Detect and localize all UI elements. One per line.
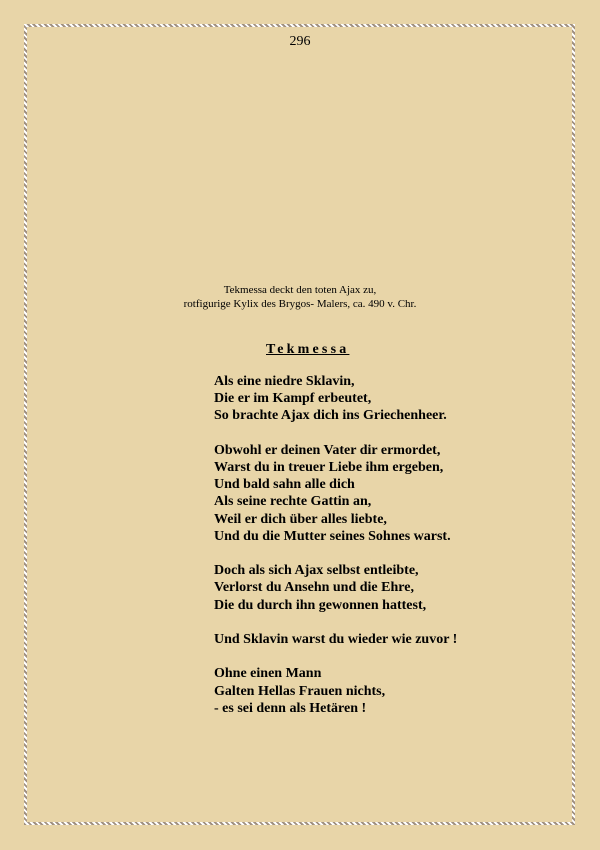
page-number: 296 (289, 34, 311, 49)
poem-line: Die du durch ihn gewonnen hattest, (214, 597, 427, 613)
poem-line: Und Sklavin warst du wieder wie zuvor ! (214, 632, 458, 647)
poem-line: Obwohl er deinen Vater dir ermordet, (214, 442, 441, 458)
poem-line: Und bald sahn alle dich (214, 477, 355, 493)
caption-line-1: Tekmessa deckt den toten Ajax zu, (223, 284, 377, 296)
poem-title: Tekmessa (266, 342, 350, 357)
caption-line-2: rotfigurige Kylix des Brygos- Malers, ca. 490 v. Chr. (183, 298, 417, 310)
image-caption (0, 283, 600, 311)
poem-line: Die er im Kampf erbeutet, (214, 391, 372, 407)
poem-line: Ohne einen Mann (214, 666, 322, 682)
stanza-3 (214, 562, 457, 614)
poem-line: Als seine rechte Gattin an, (214, 494, 372, 510)
stanza-5 (214, 665, 457, 717)
poem-line: Und du die Mutter seines Sohnes warst. (214, 528, 451, 544)
poem-line: Als eine niedre Sklavin, (214, 374, 355, 389)
poem-line: Warst du in treuer Liebe ihm ergeben, (214, 460, 444, 475)
poem-line: So brachte Ajax dich ins Griechenheer. (214, 408, 447, 424)
poem-line: Galten Hellas Frauen nichts, (214, 683, 386, 699)
poem-body (214, 373, 457, 734)
stanza-4 (214, 631, 457, 648)
poem-line: Doch als sich Ajax selbst entleibte, (214, 563, 419, 579)
stanza-2 (214, 442, 457, 545)
stanza-1 (214, 373, 457, 425)
poem-line: - es sei denn als Hetären ! (214, 700, 367, 716)
poem-line: Verlorst du Ansehn und die Ehre, (214, 580, 414, 596)
poem-line: Weil er dich über alles liebte, (214, 511, 387, 527)
